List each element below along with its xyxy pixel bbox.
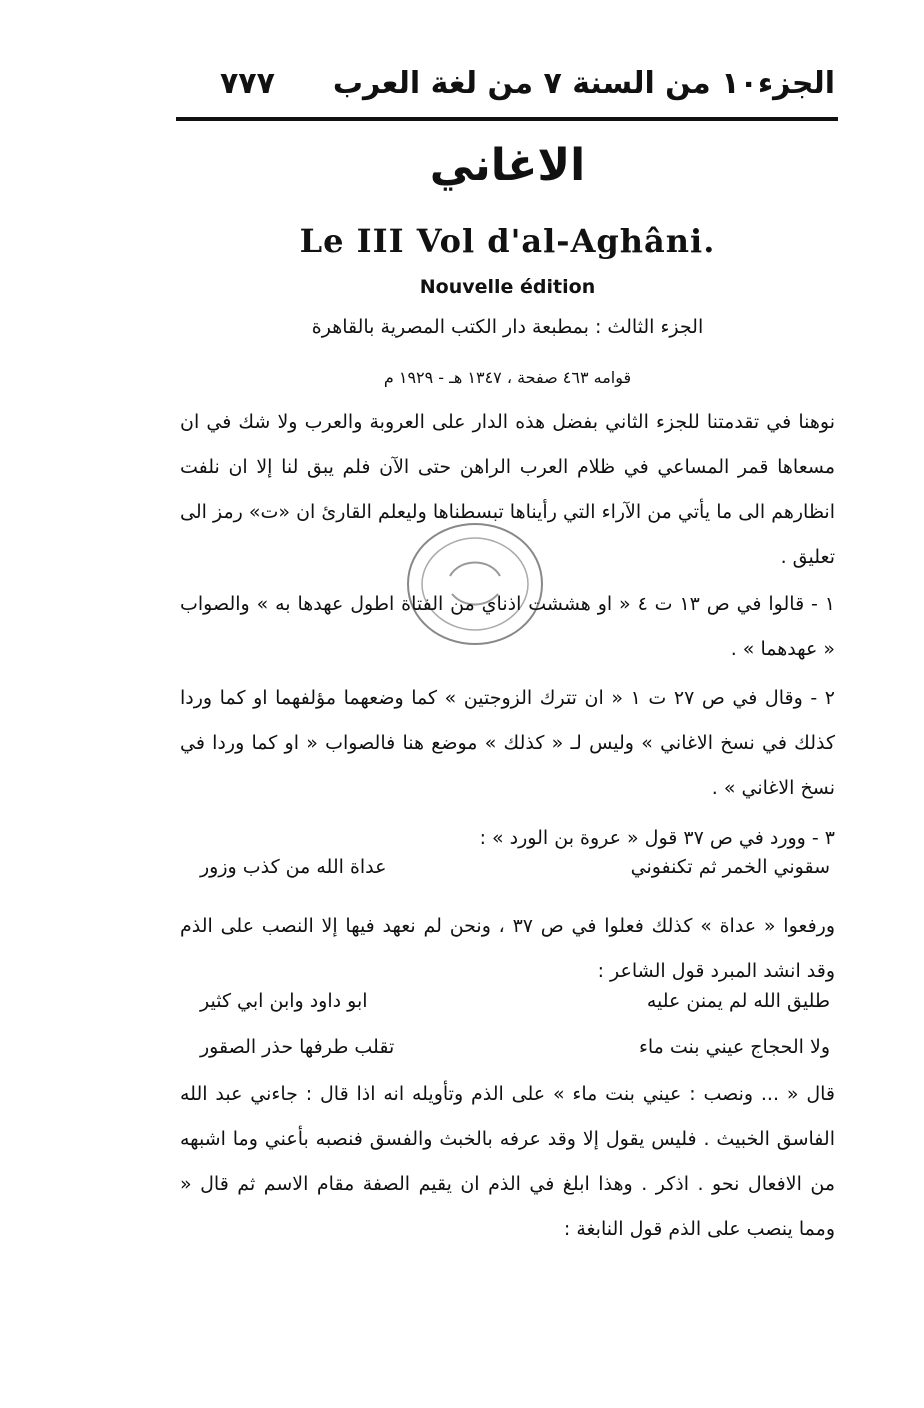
- paragraph-commentary: ورفعوا « عداة » كذلك فعلوا في ص ٣٧ ، ونحن لم نعهد فيها إلا النصب على الذم وقد انشد المبرد قول الشاعر :: [180, 915, 835, 982]
- details-line: قوامه ٤٦٣ صفحة ، ١٣٤٧ هـ - ١٩٢٩ م: [383, 368, 632, 387]
- paragraph-intro: نوهنا في تقدمتنا للجزء الثاني بفضل هذه الدار على العروبة والعرب ولا شك في ان مسعاها قمر المساعي في ظلام العرب الراهن حتى الآن فلم يبق لنا إلا ان نلفت انظارهم الى ما يأتي من الآراء التي رأيناها تبسطناها وليعلم القارئ ان «ت» رمز الى تعليق .: [180, 411, 835, 568]
- verse-hemistich: ولا الحجاج عيني بنت ماء: [638, 1036, 830, 1058]
- article-title-arabic: الاغاني: [429, 140, 586, 191]
- verse-hemistich: تقلب طرفها حذر الصقور: [200, 1036, 395, 1058]
- page-number: ٧٧٧: [220, 66, 275, 101]
- paragraph-closing: قال « ... ونصب : عيني بنت ماء » على الذم وتأويله انه اذا قال : جاءني عبد الله الفاسق الخبيث . فليس يقول إلا وقد عرفه بالخبث والفسق فنصبه بأعني وما اشبهه من الافعال نحو . اذكر . وهذا ابلغ في الذم ان يقيم الصفة مقام الاسم ثم قال « ومما ينصب على الذم قول النابغة :: [180, 1083, 835, 1240]
- verse-hemistich: سقوني الخمر ثم تكنفوني: [630, 856, 830, 878]
- running-title: الجزء١٠ من السنة ٧ من لغة العرب: [332, 66, 835, 101]
- verse-hemistich: عداة الله من كذب وزور: [200, 856, 387, 878]
- header-rule: [176, 117, 838, 121]
- verse-hemistich: طليق الله لم يمنن عليه: [646, 990, 830, 1012]
- paragraph-note-1: ١ - قالوا في ص ١٣ ت ٤ « او هششت اذناي من الفتاة اطول عهدها به » والصواب « عهدهما » .: [180, 593, 835, 660]
- paragraph-note-3: ٣ - وورد في ص ٣٧ قول « عروة بن الورد » :: [479, 827, 835, 849]
- page-header: [180, 62, 835, 112]
- verse-line-1: [200, 856, 830, 896]
- verse-hemistich: ابو داود وابن ابي كثير: [200, 990, 368, 1012]
- article-title-french: Le III Vol d'al-Aghâni.: [299, 222, 716, 260]
- verse-line-3: [200, 1036, 830, 1076]
- edition-line: الجزء الثالث : بمطبعة دار الكتب المصرية بالقاهرة: [311, 316, 704, 338]
- paragraph-note-2: ٢ - وقال في ص ٢٧ ت ١ « ان تترك الزوجتين » كما وضعهما مؤلفهما او كما وردا كذلك في نسخ الاغاني » وليس لـ « كذلك » موضع هنا فالصواب « او كما وردا في نسخ الاغاني » .: [180, 687, 836, 799]
- article-subtitle: Nouvelle édition: [419, 276, 596, 298]
- verse-line-2: [200, 990, 830, 1030]
